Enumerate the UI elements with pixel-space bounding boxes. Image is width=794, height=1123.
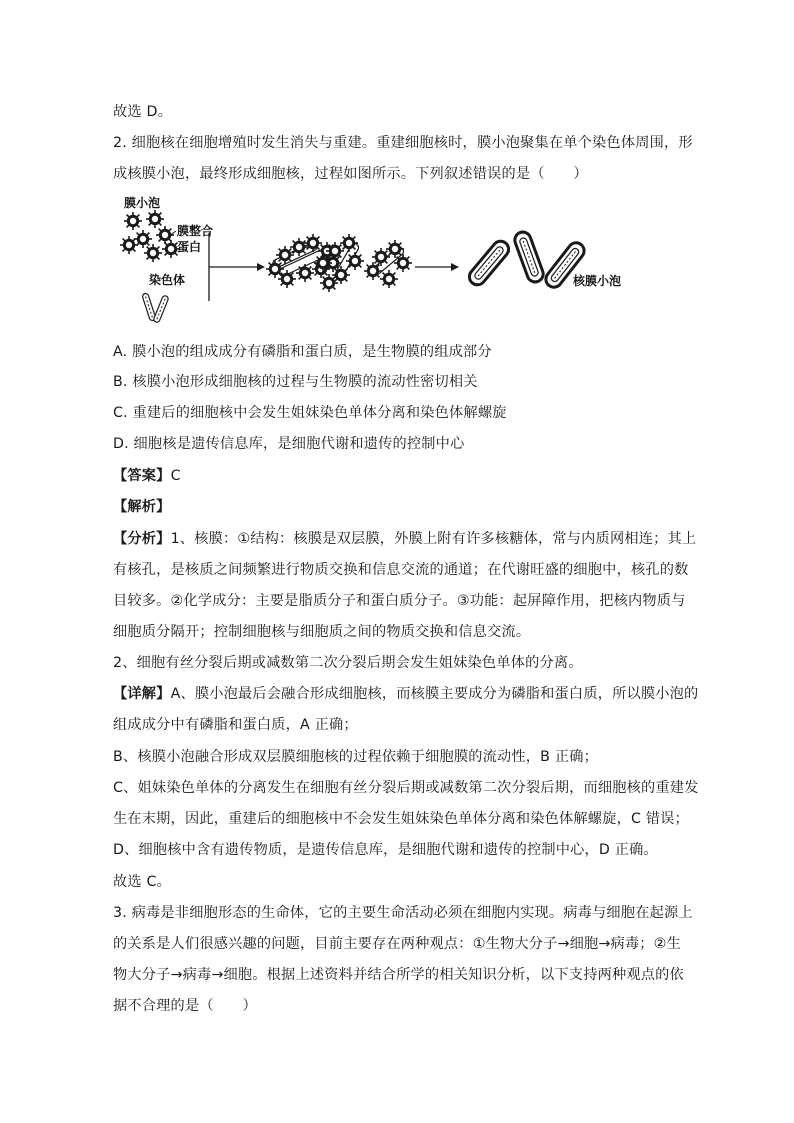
analysis-line: 目较多。②化学成分：主要是脂质分子和蛋白质分子。③功能：起屏障作用，把核内物质与 [113,593,686,609]
analysis-label: 【解析】 [113,499,171,515]
detail-line: C、姐妹染色单体的分离发生在细胞有丝分裂后期或减数第二次分裂后期，而细胞核的重建发 [113,780,699,796]
detail-head-label: 【详解】 [113,686,171,702]
analysis-line: 2、细胞有丝分裂后期或减数第二次分裂后期会发生姐妹染色单体的分离。 [113,655,583,671]
option-a: A. 膜小泡的组成成分有磷脂和蛋白质，是生物膜的组成部分 [113,344,492,360]
question-2-stem-line-2: 成核膜小泡，最终形成细胞核，过程如图所示。下列叙述错误的是（ ） [113,166,588,182]
nucleus-reconstruction-diagram [119,191,639,331]
nuclear-membrane-vesicles [466,230,587,291]
question-3-stem-line: 3. 病毒是非细胞形态的生命体，它的主要生命活动必须在细胞内实现。病毒与细胞在起源上 [113,905,693,921]
option-c: C. 重建后的细胞核中会发生姐妹染色单体分离和染色体解螺旋 [113,405,507,421]
detail-line: D、细胞核中含有遗传物质，是遗传信息库，是细胞代谢和遗传的控制中心，D 正确。 [113,842,658,858]
question-3-stem-line: 的关系是人们很感兴趣的问题，目前主要存在两种观点：①生物大分子→细胞→病毒；②生 [113,936,681,952]
analysis-head-label: 【分析】 [113,531,171,547]
answer-label: 【答案】 [113,468,171,484]
answer-line [113,466,683,486]
detail-line: 组成成分中有磷脂和蛋白质，A 正确； [113,717,358,733]
vesicles-on-chromosome-stage-3 [364,240,412,288]
label-integrin-line-1: 膜整合 [177,224,214,238]
label-chromosome: 染色体 [149,273,186,287]
analysis-line: 有核孔，是核质之间频繁进行物质交换和信息交流的通道；在代谢旺盛的细胞中，核孔的数 [113,562,689,578]
analysis-head-line [113,529,697,549]
option-d: D. 细胞核是遗传信息库，是细胞代谢和遗传的控制中心 [113,436,465,452]
question-3-stem-line: 据不合理的是（ ） [113,998,257,1014]
analysis-head-text: 1、核膜：①结构：核膜是双层膜，外膜上附有许多核糖体，常与内质网相连；其上 [170,531,697,547]
option-b: B. 核膜小泡形成细胞核的过程与生物膜的流动性密切相关 [113,374,478,390]
label-nuclear-membrane-vesicle: 核膜小泡 [573,274,622,288]
detail-line: B、核膜小泡融合形成双层膜细胞核的过程依赖于细胞膜的流动性，B 正确； [113,749,598,765]
detail-line: 生在末期，因此，重建后的细胞核中不会发生姐妹染色单体分离和染色体解螺旋，C 错误； [113,811,689,827]
answer-value: C [170,468,181,484]
detail-conclusion: 故选 C。 [113,874,171,890]
detail-head-line [113,684,699,704]
question-3-stem-line: 物大分子→病毒→细胞。根据上述资料并结合所学的相关知识分析，以下支持两种观点的依 [113,967,684,983]
fusion-arrow-head [451,263,459,271]
detail-head-text: A、膜小泡最后会融合形成细胞核，而核膜主要成分为磷脂和蛋白质，所以膜小泡的 [170,686,699,702]
merge-arrow-head [257,263,265,271]
label-membrane-vesicle: 膜小泡 [124,196,161,210]
analysis-line: 细胞质分隔开；控制细胞核与细胞质之间的物质交换和信息交流。 [113,624,531,640]
label-integrin-line-2: 蛋白 [177,240,202,254]
question-2-stem-line-1: 2. 细胞核在细胞增殖时发生消失与重建。重建细胞核时，膜小泡聚集在单个染色体周围，形 [113,135,693,151]
membrane-vesicle-cluster [120,210,180,262]
chromosome-group [142,293,169,323]
previous-answer-conclusion: 故选 D。 [113,104,172,120]
